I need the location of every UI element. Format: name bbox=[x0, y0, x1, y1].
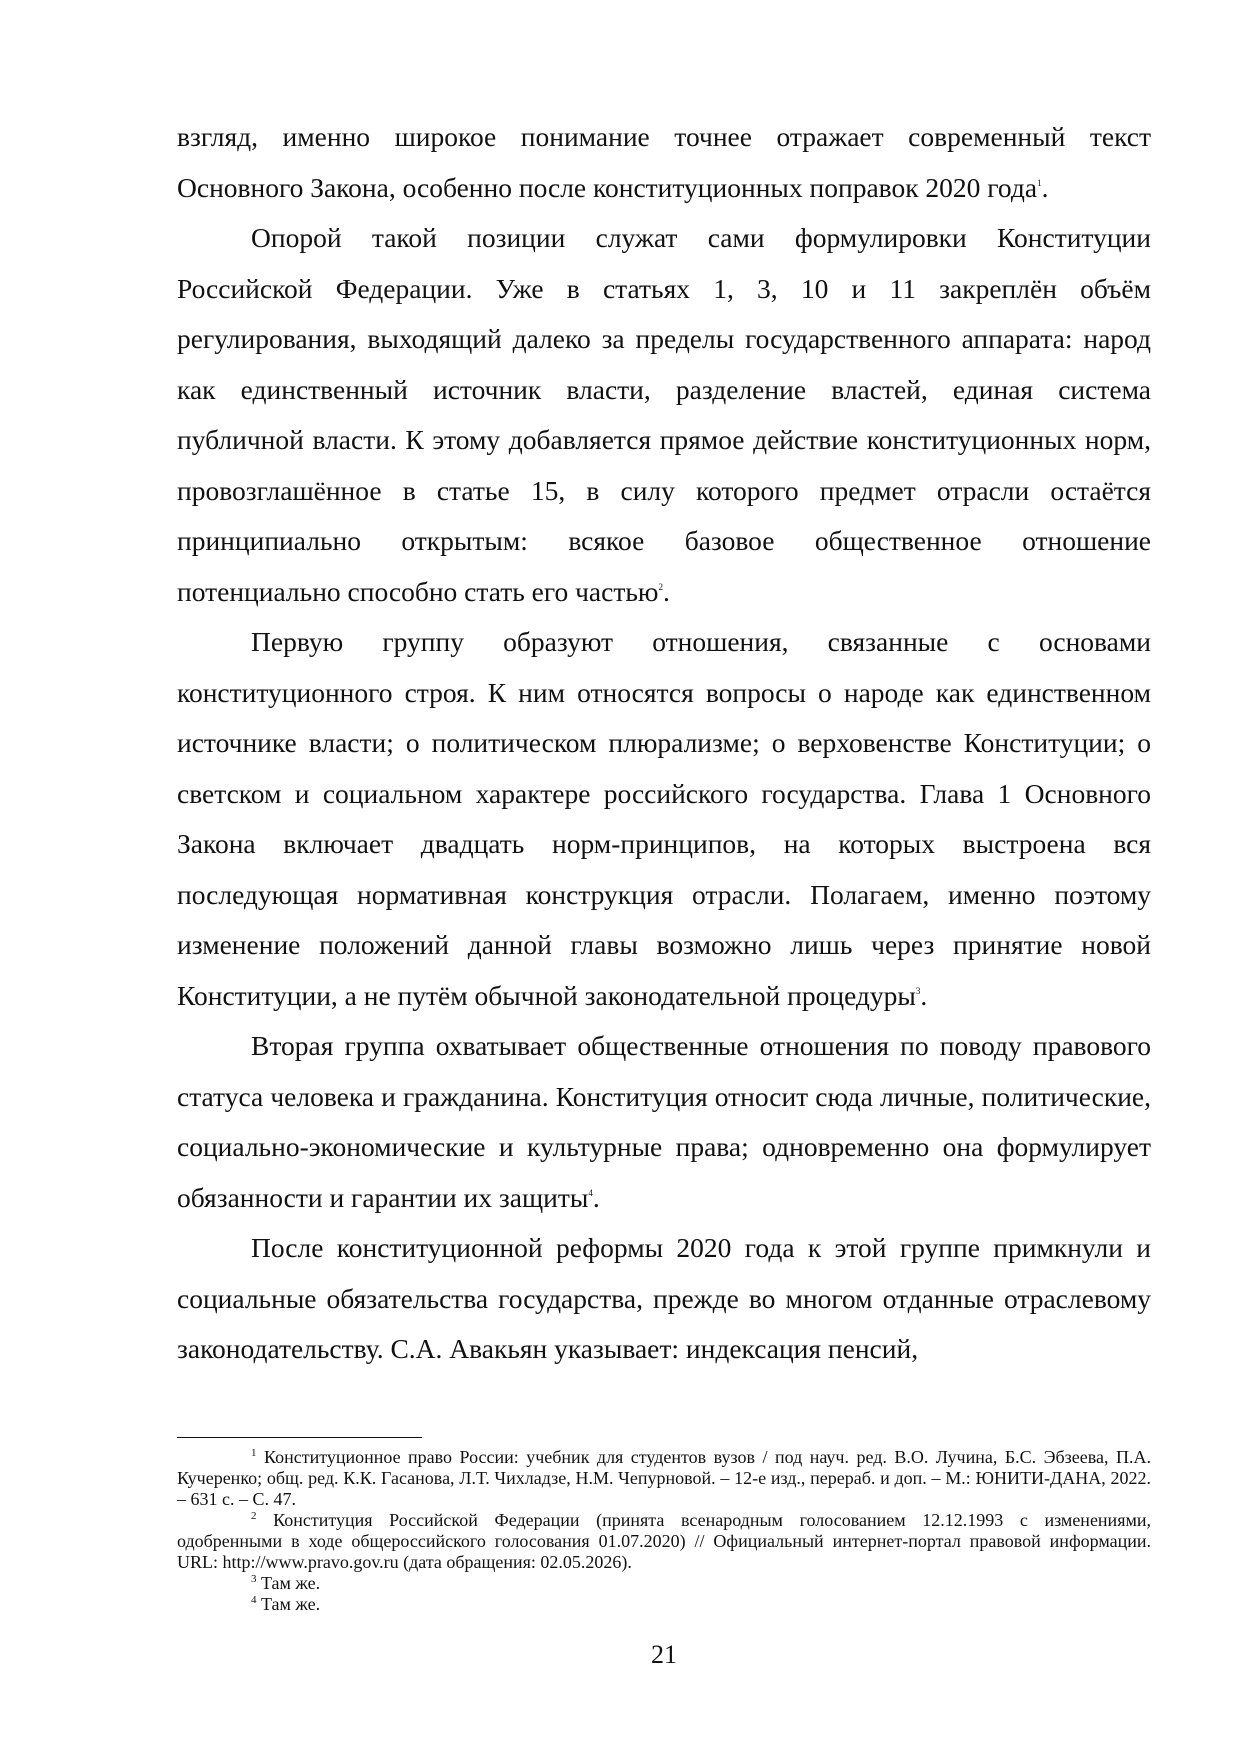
footnote-mark: 1 bbox=[251, 1447, 257, 1459]
page-number: 21 bbox=[651, 1640, 677, 1669]
footnote-text: Там же. bbox=[261, 1594, 321, 1614]
footnotes bbox=[177, 1447, 1151, 1615]
paragraph: После конституционной реформы 2020 года к этой группе примкнули и социальные обязательства государства, прежде во многом отданные отраслевому законодательству. С.А. Авакьян указывает: индексация пенсий, bbox=[177, 1232, 1151, 1364]
paragraph: Вторая группа охватывает общественные отношения по поводу правового статуса человека и гражданина. Конституция относит сюда личные, политические, социально-экономические и культурные права; одновременно она формулирует обязанности и гарантии их защиты$^4$. bbox=[177, 1030, 1151, 1213]
footnote-text: Конституционное право России: учебник для студентов вузов / под науч. ред. В.О. Лучина, Б.С. Эбзеева, П.А. Кучеренко; общ. ред. К.К. Гасанова, Л.Т. Чихладзе, Н.М. Чепурновой. – 12-е изд., перераб. и доп. – М.: ЮНИТИ-ДАНА, 2022. – 631 с. – С. 47. bbox=[177, 1447, 1151, 1509]
footnote-separator bbox=[177, 1437, 422, 1438]
footnote-mark: 2 bbox=[251, 1510, 257, 1522]
footnote-text: Там же. bbox=[261, 1573, 321, 1593]
body-text bbox=[177, 112, 1151, 1375]
footnote-mark: 3 bbox=[251, 1573, 257, 1585]
footnote-reference-4[interactable]: 4 bbox=[588, 1187, 593, 1198]
paragraph: Первую группу образуют отношения, связанные с основами конституционного строя. К ним относятся вопросы о народе как единственном источнике власти; о политическом плюрализме; о верховенстве Конституции; о светском и социальном характере российского государства. Глава 1 Основного Закона включает двадцать норм-принципов, на которых выстроена вся последующая нормативная конструкция отрасли. Полагаем, именно поэтому изменение положений данной главы возможно лишь через принятие новой Конституции, а не путём обычной законодательной процедуры$^3$. bbox=[177, 626, 1151, 1011]
footnote-2 bbox=[177, 1510, 1151, 1573]
footnote-text: Конституция Российской Федерации (принята всенародным голосованием 12.12.1993 с изменениями, одобренными в ходе общероссийского голосования 01.07.2020) // Официальный интернет-портал правовой информации. URL: http://www.pravo.gov.ru (дата обращения: 02.05.2026). bbox=[177, 1510, 1151, 1572]
footnote-4 bbox=[177, 1594, 1151, 1615]
paragraph: Опорой такой позиции служат сами формулировки Конституции Российской Федерации. Уже в статьях 1, 3, 10 и 11 закреплён объём регулирования, выходящий далеко за пределы государственного аппарата: народ как единственный источник власти, разделение властей, единая система публичной власти. К этому добавляется прямое действие конституционных норм, провозглашённое в статье 15, в силу которого предмет отрасли остаётся принципиально открытым: всякое базовое общественное отношение потенциально способно стать его частью$^2$. bbox=[177, 222, 1151, 607]
footnote-mark: 4 bbox=[251, 1594, 257, 1606]
footnote-3 bbox=[177, 1573, 1151, 1594]
footnote-1 bbox=[177, 1447, 1151, 1510]
footnote-reference-2[interactable]: 2 bbox=[658, 581, 663, 592]
paragraph-continuation: взгляд, именно широкое понимание точнее отражает современный текст Основного Закона, особенно после конституционных поправок 2020 года$^1$. bbox=[177, 121, 1151, 203]
footnote-reference-3[interactable]: 3 bbox=[915, 985, 921, 996]
footnote-reference-1[interactable]: 1 bbox=[1037, 177, 1042, 188]
